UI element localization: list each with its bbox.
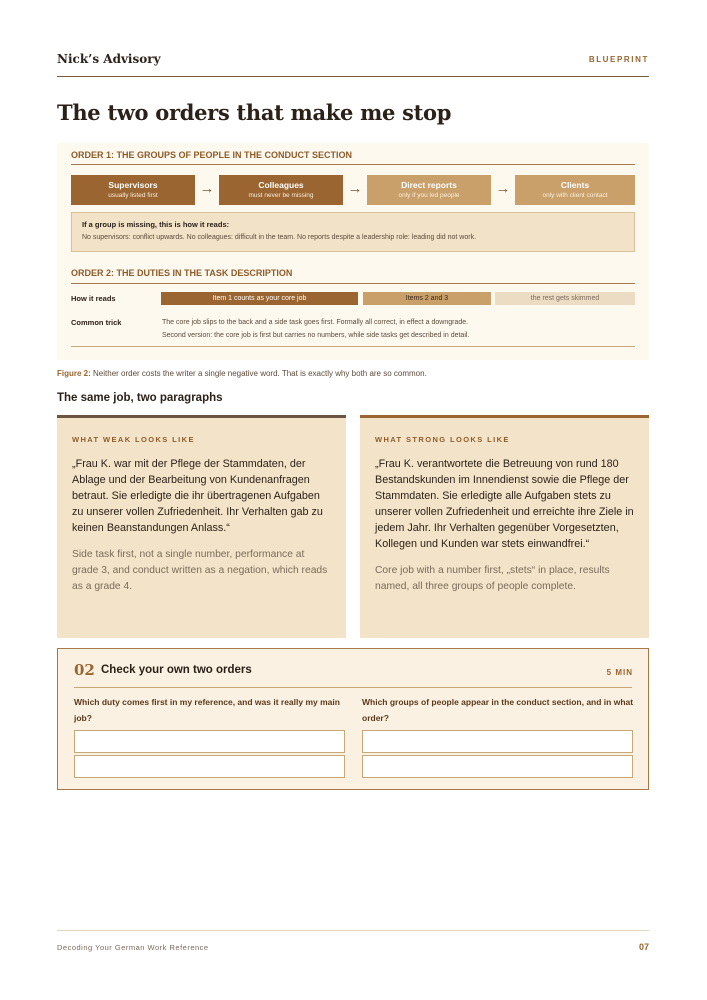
caption-text: Neither order costs the writer a single negative word. That is exactly why both are so common. xyxy=(93,369,427,378)
missing-note-title: If a group is missing, this is how it reads: xyxy=(82,220,230,229)
question-2: Which groups of people appear in the conduct section, and in what order? xyxy=(362,697,634,723)
header-tag: BLUEPRINT xyxy=(588,55,649,64)
page xyxy=(57,0,649,1000)
strong-example-card xyxy=(360,415,649,638)
arrow-right-icon: → xyxy=(199,180,215,197)
group-title: Supervisors xyxy=(108,180,158,190)
trick-line-2: Second version: the core job is first but carries no numbers, while side tasks get described in detail. xyxy=(162,332,470,339)
group-sub: only with client contact xyxy=(542,192,608,199)
footer-title: Decoding Your German Work Reference xyxy=(57,943,209,952)
exercise-duration: 5 MIN xyxy=(606,668,633,677)
footer-divider xyxy=(57,930,649,931)
figure-two-orders xyxy=(57,143,649,360)
arrow-right-icon: → xyxy=(347,180,363,197)
strong-quote: „Frau K. verantwortete die Betreuung von rund 180 Bestandskunden im Innendienst sowie die Pflege der Stammdaten. Sie erledigte alle Aufgaben stets zu unserer vollen Zufriedenheit und erreichte ihre Ziele in jedem Jahr. Ihr Verhalten gegenüber Vorgesetzten, Kollegen und Kunden war stets einwandfrei.“ xyxy=(375,458,634,550)
common-trick-label: Common trick xyxy=(71,318,122,327)
answer-line-2b[interactable] xyxy=(362,755,633,778)
exercise-rule xyxy=(74,687,632,688)
answer-line-1b[interactable] xyxy=(74,755,345,778)
group-direct-reports xyxy=(367,175,491,205)
group-colleagues xyxy=(219,175,343,205)
arrow-right-icon: → xyxy=(495,180,511,197)
bar-rest: the rest gets skimmed xyxy=(495,292,635,305)
exercise-number: 02 xyxy=(74,661,95,679)
page-number: 07 xyxy=(638,942,649,952)
figure-caption xyxy=(57,369,427,378)
order1-rule xyxy=(71,164,635,165)
group-clients xyxy=(515,175,635,205)
answer-line-2a[interactable] xyxy=(362,730,633,753)
group-sub: usually listed first xyxy=(108,192,158,199)
section-title: The same job, two paragraphs xyxy=(57,392,223,404)
bar-core-job: Item 1 counts as your core job xyxy=(161,292,358,305)
figure-bottom-rule xyxy=(71,346,635,347)
group-supervisors xyxy=(71,175,195,205)
exercise-box xyxy=(57,648,649,790)
page-title: The two orders that make me stop xyxy=(57,100,452,125)
group-sub: must never be missing xyxy=(248,192,314,199)
page-header xyxy=(57,52,649,68)
question-1: Which duty comes first in my reference, and was it really my main job? xyxy=(74,697,340,723)
bar-items-2-3: Items 2 and 3 xyxy=(363,292,491,305)
group-title: Direct reports xyxy=(401,180,457,190)
exercise-title: Check your own two orders xyxy=(101,664,252,676)
weak-example-card xyxy=(57,415,346,638)
order2-heading: ORDER 2: THE DUTIES IN THE TASK DESCRIPTION xyxy=(71,268,293,278)
group-title: Clients xyxy=(560,180,590,190)
weak-quote: „Frau K. war mit der Pflege der Stammdaten, der Ablage und der Bearbeitung von Kundenanfragen betraut. Sie erledigte die ihr übertragenen Aufgaben zu unserer vollen Zufriedenheit. Ihr Verhalten gab zu keinen Beanstandungen Anlass.“ xyxy=(72,458,323,534)
group-sub: only if you led people xyxy=(398,192,460,199)
weak-note: Side task first, not a single number, performance at grade 3, and conduct written as a negation, which reads as a grade 4. xyxy=(72,549,328,592)
weak-label: WHAT WEAK LOOKS LIKE xyxy=(72,435,195,444)
order2-rule xyxy=(71,283,635,284)
group-flow xyxy=(71,175,635,205)
caption-label: Figure 2: xyxy=(57,369,91,378)
trick-line-1: The core job slips to the back and a side task goes first. Formally all correct, in effect a downgrade. xyxy=(162,319,469,326)
strong-label: WHAT STRONG LOOKS LIKE xyxy=(375,435,510,444)
missing-group-note xyxy=(71,212,635,252)
missing-note-body: No supervisors: conflict upwards. No colleagues: difficult in the team. No reports despite a leadership role: leading did not work. xyxy=(82,234,477,241)
how-it-reads-label: How it reads xyxy=(71,294,116,303)
header-divider xyxy=(57,76,649,77)
strong-note: Core job with a number first, „stets“ in place, results named, all three groups of people complete. xyxy=(375,565,610,592)
order1-heading: ORDER 1: THE GROUPS OF PEOPLE IN THE CONDUCT SECTION xyxy=(71,150,353,160)
group-title: Colleagues xyxy=(258,180,304,190)
brand-name: Nick’s Advisory xyxy=(57,52,161,66)
answer-line-1a[interactable] xyxy=(74,730,345,753)
